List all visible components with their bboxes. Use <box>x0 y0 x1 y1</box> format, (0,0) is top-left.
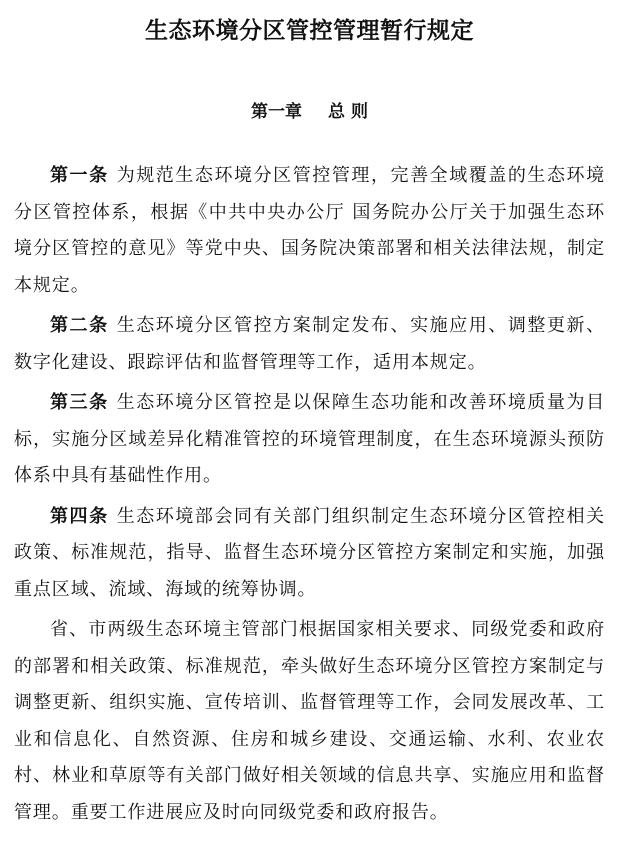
document-title: 生态环境分区管控管理暂行规定 <box>145 18 474 44</box>
article-text: 生态环境分区管控是以保障生态功能和改善环境质量为目标，实施分区域差异化精准管控的环境管理制度，在生态环境源头预防体系中具有基础性作用。 <box>14 392 606 486</box>
article-text: 生态环境部会同有关部门组织制定生态环境分区管控相关政策、标准规范，指导、监督生态环境分区管控方案制定和实施，加强重点区域、流域、海域的统筹协调。 <box>14 505 606 600</box>
article-label: 第三条 <box>50 392 109 413</box>
article-4-continuation: 省、市两级生态环境主管部门根据国家相关要求、同级党委和政府的部署和相关政策、标准规范，牵头做好生态环境分区管控方案制定与调整更新、组织实施、宣传培训、监督管理等工作，会同发展改革、工业和信息化、自然资源、住房和城乡建设、交通运输、水利、农业农村、林业和草原等有关部门做好相关领域的信息共享、实施应用和监督管理。重要工作进展应及时向同级党委和政府报告。 <box>14 619 605 823</box>
article-3 <box>14 385 605 495</box>
article-text: 生态环境分区管控方案制定发布、实施应用、调整更新、数字化建设、跟踪评估和监督管理等工作，适用本规定。 <box>14 315 606 373</box>
chapter-number: 第一章 <box>251 102 303 122</box>
article-label: 第四条 <box>50 505 109 527</box>
article-label: 第一条 <box>50 165 109 186</box>
article-2 <box>14 308 605 381</box>
article-1 <box>14 158 605 304</box>
chapter-heading <box>0 98 619 126</box>
chapter-name: 总 则 <box>328 102 368 122</box>
article-4 <box>14 499 605 609</box>
article-label: 第二条 <box>50 315 109 336</box>
article-text: 为规范生态环境分区管控管理，完善全域覆盖的生态环境分区管控体系，根据《中共中央办公厅 国务院办公厅关于加强生态环境分区管控的意见》等党中央、国务院决策部署和相关法律法规，制定本规定。 <box>14 165 606 296</box>
document-body <box>14 158 605 835</box>
